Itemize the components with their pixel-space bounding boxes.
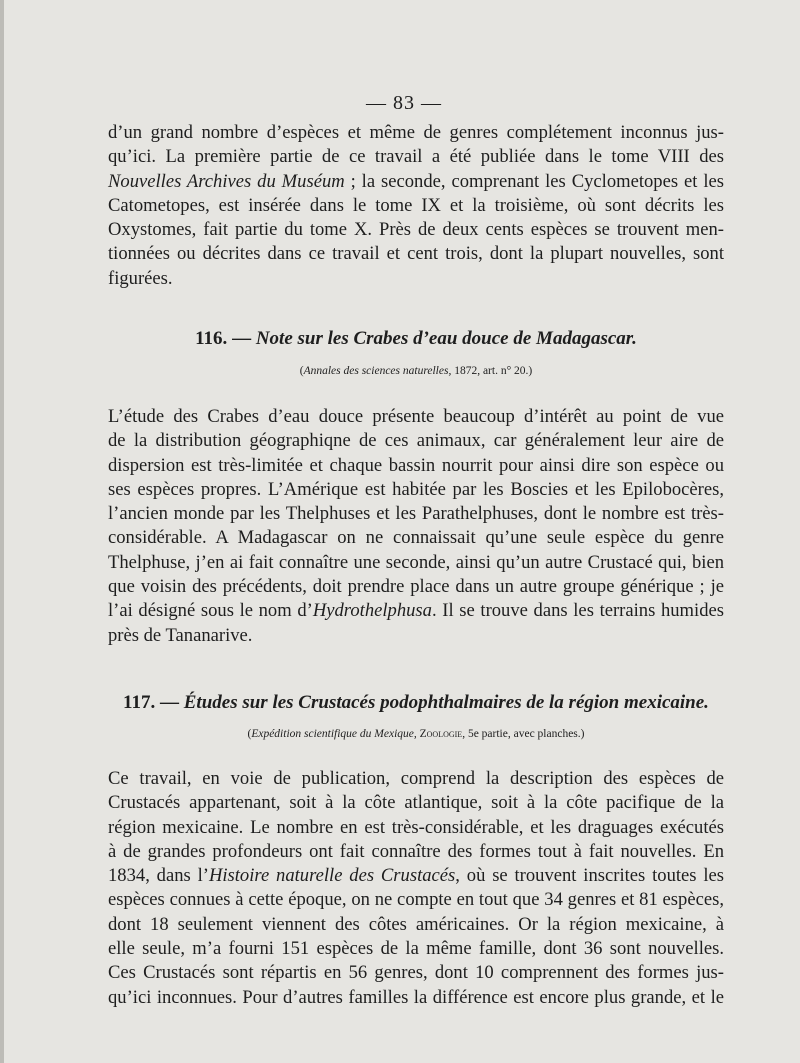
- text-line: de la distribution géographiqne de ces animaux, car généralement leur aire de: [108, 430, 724, 452]
- text-line: Thelphuse, j’en ai fait connaître une seconde, ainsi qu’un autre Crustacé qui, bien: [108, 551, 724, 573]
- section-117-heading: 117. — Études sur les Crustacés podophthalmaires de la région mexicaine.: [123, 692, 709, 713]
- text-line: Nouvelles Archives du Muséum ; la seconde, comprenant les Cyclometopes et les: [108, 170, 724, 192]
- section-title: Note sur les Crabes d’eau douce de Madagascar.: [255, 328, 637, 349]
- text-line: Catometopes, est insérée dans le tome IX et la troisième, où sont décrits les: [108, 194, 724, 216]
- journal-title: Nouvelles Archives du Muséum: [108, 170, 345, 192]
- book-title: Histoire naturelle des Crustacés: [208, 865, 456, 887]
- text-line: l’ancien monde par les Thelphuses et les Parathelphuses, dont le nombre est très-: [108, 503, 724, 525]
- text-line: Ces Crustacés sont répartis en 56 genres, dont 10 comprennent des formes jus-: [108, 962, 724, 984]
- text-line: dont 18 seulement viennent des côtes américaines. Or la région mexicaine, à: [108, 913, 724, 935]
- text-line: considérable. A Madagascar on ne connaissait qu’une seule espèce du genre: [108, 527, 724, 549]
- text-line: région mexicaine. Le nombre en est très-considérable, et les draguages exécutés: [108, 816, 724, 838]
- text-line: dispersion est très-limitée et chaque bassin nourrit pour ainsi dire son espèce ou: [108, 454, 724, 476]
- text-line: d’un grand nombre d’espèces et même de genres complétement inconnus jus-: [108, 122, 724, 143]
- section-number: 116.: [195, 328, 228, 349]
- text-line: qu’ici inconnues. Pour d’autres familles la différence est encore plus grande, et le: [108, 986, 724, 1008]
- text-line: elle seule, m’a fourni 151 espèces de la même famille, dont 36 sont nouvelles.: [108, 938, 724, 960]
- section-title: Études sur les Crustacés podophthalmaires de la région mexicaine.: [183, 692, 709, 713]
- text-line: que voisin des précédents, doit prendre place dans un autre groupe générique ; je: [108, 576, 724, 598]
- citation-journal: Expédition scientifique du Mexique,: [251, 728, 417, 740]
- text-line: qu’ici. La première partie de ce travail a été publiée dans le tome VIII des: [108, 146, 724, 168]
- text-line: l’ai désigné sous le nom d’Hydrothelphusa. Il se trouve dans les terrains humides: [108, 600, 724, 622]
- citation-journal: Annales des sciences naturelles,: [303, 365, 452, 377]
- text-line: à de grandes profondeurs ont fait connaître des formes tout à fait nouvelles. En: [108, 840, 724, 862]
- intro-paragraph: [108, 121, 724, 291]
- section-117-paragraph: [108, 767, 724, 1010]
- section-116-heading: 116. — Note sur les Crabes d’eau douce de Madagascar.: [195, 328, 637, 349]
- text-line: espèces connues à cette époque, on ne compte en tout que 34 genres et 81 espèces,: [108, 889, 724, 911]
- genus-name: Hydrothelphusa: [312, 600, 432, 622]
- text-line: figurées.: [108, 267, 173, 289]
- section-116-citation: (Annales des sciences naturelles, 1872, art. n° 20.): [299, 365, 533, 377]
- text-line: Crustacés appartenant, soit à la côte atlantique, soit à la côte pacifique de la: [108, 792, 724, 814]
- text-line: Oxystomes, fait partie du tome X. Près de deux cents espèces se trouvent men-: [108, 219, 724, 241]
- text-line: Ce travail, en voie de publication, comprend la description des espèces de: [108, 768, 724, 789]
- text-line: près de Tananarive.: [108, 624, 253, 646]
- text-line: L’étude des Crabes d’eau douce présente beaucoup d’intérêt au point de vue: [108, 406, 724, 427]
- text-line: 1834, dans l’Histoire naturelle des Crustacés, où se trouvent inscrites toutes les: [108, 865, 724, 887]
- section-117-citation: (Expédition scientifique du Mexique, Zoologie, 5e partie, avec planches.): [247, 728, 585, 740]
- text-line: ses espèces propres. L’Amérique est habitée par les Boscies et les Epilobocères,: [108, 478, 724, 500]
- text-line: tionnées ou décrites dans ce travail et cent trois, dont la plupart nouvelles, sont: [108, 243, 724, 265]
- section-number: 117.: [123, 692, 156, 713]
- citation-series: Zoologie,: [416, 728, 466, 740]
- page-number: — 83 —: [366, 92, 442, 114]
- section-116-paragraph: [108, 405, 724, 648]
